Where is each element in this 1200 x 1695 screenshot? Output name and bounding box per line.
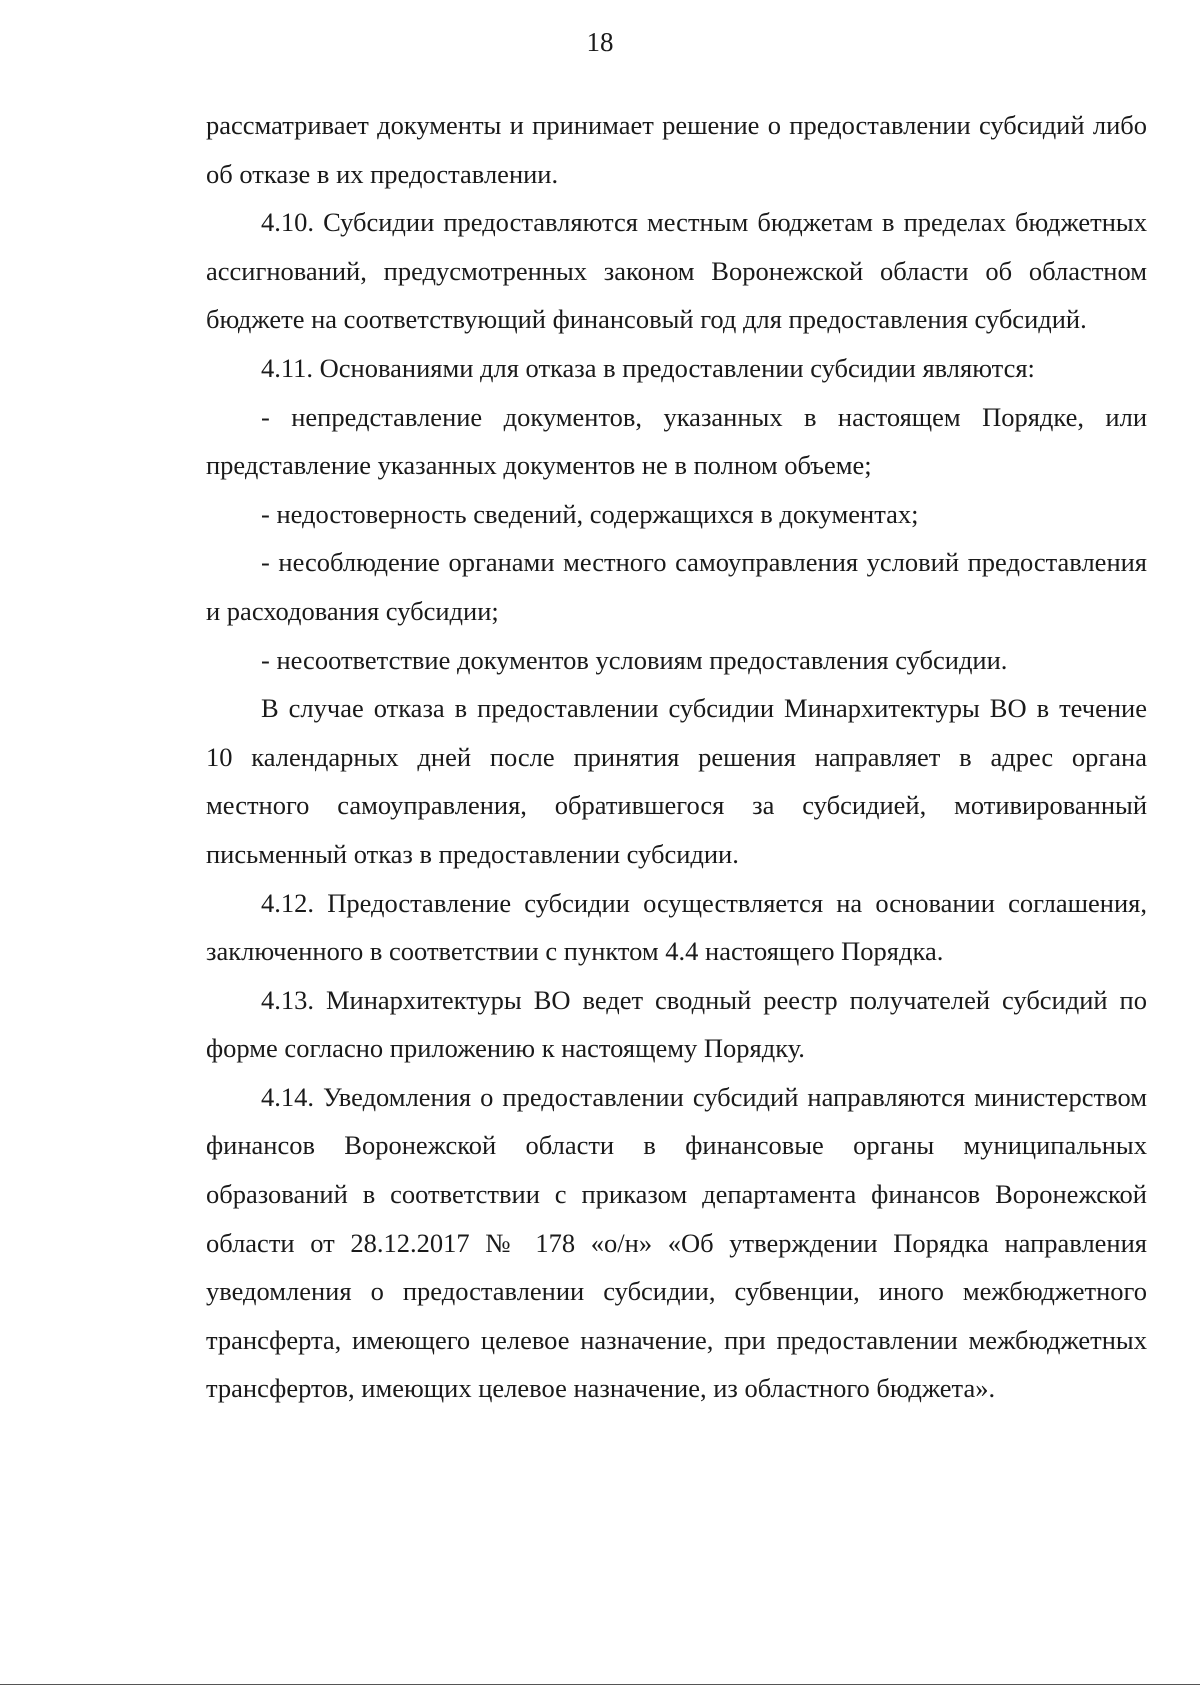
- list-item-reason-2: - недостоверность сведений, содержащихся в документах;: [261, 498, 919, 529]
- page-bottom-rule: [0, 1684, 1200, 1685]
- paragraph-refusal: В случае отказа в предоставлении субсидии Минархитектуры ВО в течение 10 календарных дней после принятия решения направляет в адрес органа местного самоуправления, обратившегося за субсидией, мотивированный письменный отказ в предоставлении субсидии.: [206, 693, 1147, 869]
- list-item-reason-3: - несоблюдение органами местного самоуправления условий предоставления и расходования субсидии;: [206, 547, 1147, 626]
- paragraph-continuation: рассматривает документы и принимает решение о предоставлении субсидий либо об отказе в их предоставлении.: [206, 110, 1147, 189]
- page-number: 18: [586, 27, 614, 57]
- document-body: [206, 101, 1147, 1413]
- paragraph-4-13: 4.13. Минархитектуры ВО ведет сводный реестр получателей субсидий по форме согласно приложению к настоящему Порядку.: [206, 984, 1147, 1064]
- list-item-reason-1: - непредставление документов, указанных в настоящем Порядке, или представление указанных документов не в полном объеме;: [206, 401, 1147, 481]
- paragraph-4-14: 4.14. Уведомления о предоставлении субсидий направляются министерством финансов Воронежской области в финансовые органы муниципальных образований в соответствии с приказом департамента финансов Воронежской области от 28.12.2017 № 178 «о/н» «Об утверждении Порядка направления уведомления о предоставлении субсидии, субвенции, иного межбюджетного трансферта, имеющего целевое назначение, при предоставлении межбюджетных трансфертов, имеющих целевое назначение, из областного бюджета».: [206, 1081, 1147, 1404]
- paragraph-4-12: 4.12. Предоставление субсидии осуществляется на основании соглашения, заключенного в соответствии с пунктом 4.4 настоящего Порядка.: [206, 887, 1147, 967]
- paragraph-4-11: 4.11. Основаниями для отказа в предоставлении субсидии являются:: [261, 352, 1035, 383]
- list-item-reason-4: - несоответствие документов условиям предоставления субсидии.: [261, 644, 1008, 675]
- paragraph-4-10: 4.10. Субсидии предоставляются местным бюджетам в пределах бюджетных ассигнований, предусмотренных законом Воронежской области об областном бюджете на соответствующий финансовый год для предоставления субсидий.: [206, 207, 1147, 335]
